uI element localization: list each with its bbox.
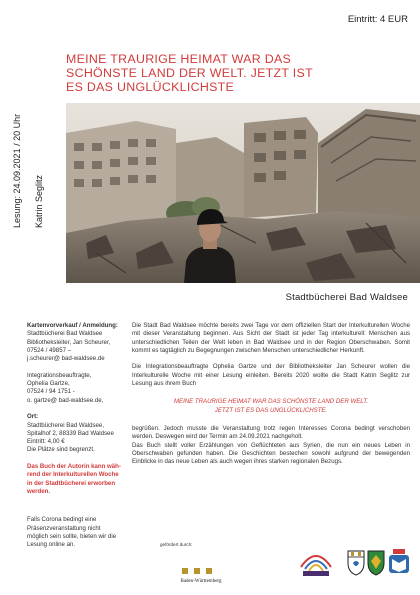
intercultural-week-logo (299, 547, 333, 577)
integration-email: o. gartze@ bad-waldsee.de, (27, 396, 104, 404)
tickets-block (27, 322, 127, 363)
headline-line: ES DAS UNGLÜCKLICHSTE (66, 80, 235, 94)
tickets-heading: Kartenvorverkauf / Anmeldung: (27, 322, 118, 329)
corona-line: Präsenzveranstaltung nicht (27, 524, 101, 532)
integration-block (27, 372, 127, 405)
headline-line: SCHÖNSTE LAND DER WELT. JETZT IST (66, 66, 313, 80)
county-crest-icon (365, 547, 387, 577)
book-sale-line: rend der Interkulturellen Woche (27, 471, 119, 479)
venue-block (27, 413, 127, 454)
quote-line: JETZT IST ES DAS UNGLÜCKLICHSTE. (214, 406, 328, 414)
headline (66, 52, 366, 94)
book-sale-note (27, 463, 127, 496)
corona-note (27, 516, 127, 549)
corona-line: Lesung online an. (27, 541, 76, 549)
partner-logos (299, 547, 411, 577)
baden-wuerttemberg-wordmark: Baden-Württemberg (180, 579, 222, 584)
library-name: Stadtbücherei Bad Waldsee (285, 292, 408, 303)
ruins-photo (66, 103, 420, 283)
author-name-vertical: Katrin Seglitz (34, 174, 44, 228)
venue-line: Spitalhof 2, 88339 Bad Waldsee (27, 429, 114, 437)
paragraph-intro: Die Stadt Bad Waldsee möchte bereits zwei Tage vor dem offiziellen Start der Interkulturellen Woche mit dieser Veranstaltung beginnen. Aus Sicht der Stadt ist jeder Tag interkulturell: Menschen aus unterschiedlichen Teilen der Welt leben in Bad Waldsee und in der Region Oberschwaben. Somit kommt es tagtäglich zu Begegnungen zwischen Menschen unterschiedlicher Herkunft. (132, 322, 410, 354)
book-sale-line: in der Stadtbücherei erworben (27, 479, 116, 487)
venue-heading: Ort: (27, 413, 39, 421)
tickets-line: Bibliotheksleiter, Jan Scheurer, (27, 338, 111, 346)
library-logo-icon (387, 547, 411, 577)
quote-line: MEINE TRAURIGE HEIMAT WAR DAS SCHÖNSTE LAND DER WELT. (173, 398, 369, 406)
corona-line: Falls Corona bedingt eine (27, 516, 97, 524)
headline-line: MEINE TRAURIGE HEIMAT WAR DAS (66, 52, 292, 66)
ruins-photo-illustration (66, 103, 420, 283)
corona-line: möglich sein sollte, bieten wir die (27, 532, 117, 540)
paragraph-organizers: Die Integrationsbeauftragte Ophelia Gartze und der Bibliotheksleiter Jan Scheurer wollen die Interkulturelle Woche mit einer Lesung einleiten. Bereits 2020 wollte die Stadt Katrin Seglitz zur Lesung aus ihrem Buch (132, 363, 410, 388)
book-title-quote (132, 398, 410, 415)
sponsor-label: gefördert durch: (160, 542, 193, 547)
tickets-email: j.scheurer@ bad-waldsee.de (27, 355, 105, 363)
tickets-line: 07524 / 49857 – (27, 346, 72, 354)
book-sale-line: werden. (27, 487, 51, 495)
description-column (132, 322, 410, 475)
baden-wuerttemberg-logo (172, 568, 230, 586)
city-crest-icon (345, 547, 367, 577)
paragraph-book: Das Buch stellt voller Erzählungen von Geflüchteten aus Syrien, die nun ein neues Leben in Oberschwaben gefunden haben. Die Geschichten bestechen sowohl aufgrund der bewegenden Einblicke in das neue Leben als auch wegen ihres starken regionalen Bezugs. (132, 441, 410, 466)
venue-line: Stadtbücherei Bad Waldsee, (27, 421, 105, 429)
venue-line: Eintritt: 4,00 € (27, 438, 65, 446)
integration-line: 07524 / 94 1751 - (27, 388, 75, 396)
integration-line: Integrationsbeauftragte, (27, 371, 92, 379)
paragraph-postponed: begrüßen. Jedoch musste die Veranstaltung trotz regen Interesses Corona bedingt verschoben werden. Deswegen wird der Termin am 24.09.2021 nachgeholt. (132, 424, 410, 441)
tickets-line: Stadtbücherei Bad Waldsee (27, 330, 103, 338)
event-date-vertical: Lesung: 24.09.2021 / 20 Uhr (12, 113, 22, 228)
book-sale-line: Das Buch der Autorin kann wäh- (27, 463, 121, 471)
venue-line: Die Plätze sind begrenzt. (27, 446, 95, 454)
entry-fee: Eintritt: 4 EUR (347, 14, 408, 25)
info-column (27, 322, 127, 558)
integration-line: Ophelia Gartze, (27, 380, 70, 388)
